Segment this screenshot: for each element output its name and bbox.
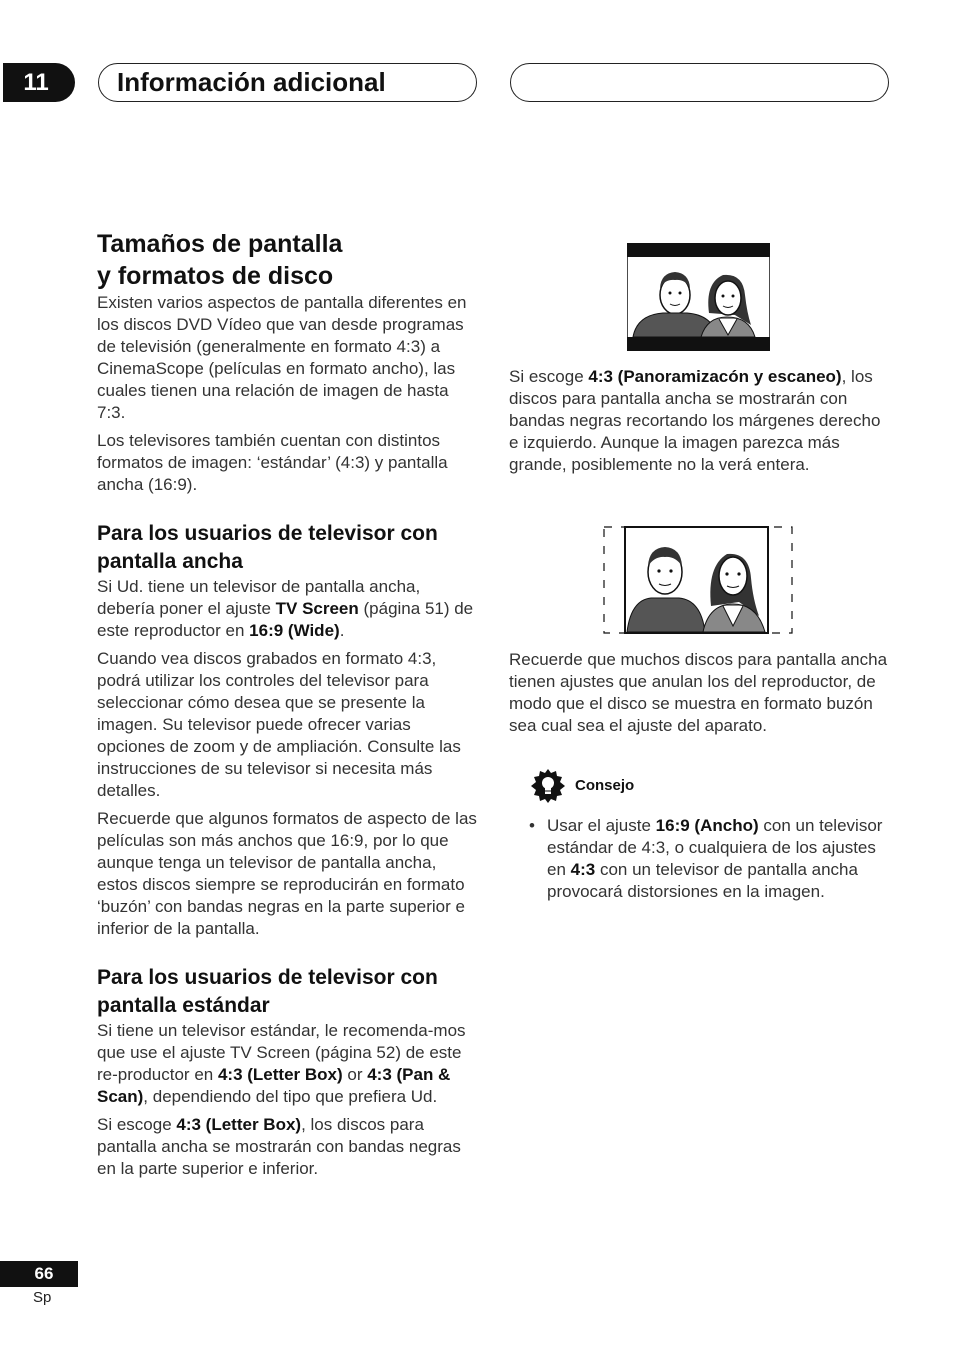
tip-bullet-item <box>529 815 891 903</box>
pan-scan-illustration <box>603 526 793 636</box>
main-title-line1: Tamaños de pantalla <box>97 230 343 258</box>
widescreen-heading: Para los usuarios de televisor con pantalla ancha <box>97 522 438 573</box>
chapter-title-frame <box>98 63 477 102</box>
left-column <box>97 228 479 1186</box>
page-language: Sp <box>33 1289 52 1306</box>
page-number: 66 <box>0 1261 78 1287</box>
tip-label: Consejo <box>575 777 635 794</box>
chapter-number-badge: 11 <box>3 63 75 102</box>
tip-text: Usar el ajuste 16:9 (Ancho) con un televisor estándar de 4:3, o cualquiera de los ajustes en 4:3 con un televisor de pantalla ancha provocará distorsiones en la imagen. <box>547 816 883 901</box>
tip-header <box>529 767 891 805</box>
lightbulb-gear-icon <box>529 767 567 805</box>
intro-paragraph-1: Existen varios aspectos de pantalla diferentes en los discos DVD Vídeo que van desde programas de televisión (generalmente en formato 4:3) a CinemaScope (películas en formato ancho), las cuales tienen una relación de imagen de hasta 7:3. <box>97 293 467 422</box>
main-title <box>97 228 479 292</box>
letterbox-illustration <box>627 243 770 351</box>
right-lower-column <box>509 649 891 903</box>
intro-paragraph-2: Los televisores también cuentan con distintos formatos de imagen: ‘estándar’ (4:3) y pantalla ancha (16:9). <box>97 431 448 494</box>
standard-tv-heading: Para los usuarios de televisor con pantalla estándar <box>97 966 438 1017</box>
remember-paragraph: Recuerde que muchos discos para pantalla ancha tienen ajustes que anulan los del reproductor, de modo que el disco se muestra en formato buzón sea cual sea el ajuste del aparato. <box>509 650 888 735</box>
main-title-line2: y formatos de disco <box>97 262 334 290</box>
standard-tv-paragraph-2: Si escoge 4:3 (Letter Box), los discos para pantalla ancha se mostrarán con bandas negras en la parte superior e inferior. <box>97 1115 461 1178</box>
chapter-title: Información adicional <box>117 67 386 97</box>
pan-scan-paragraph: Si escoge 4:3 (Panoramizacón y escaneo), los discos para pantalla ancha se mostrarán con bandas negras recortando los márgenes derecho e izquierdo. Aunque la imagen parezca más grande, posiblemente no la verá entera. <box>509 367 881 474</box>
widescreen-paragraph-3: Recuerde que algunos formatos de aspecto de las películas son más anchos que 16:9, por lo que aunque tenga un televisor de pantalla ancha, estos discos siempre se reproducirán en formato ‘buzón’ con bandas negras en la parte superior e inferior de la pantalla. <box>97 809 477 938</box>
standard-tv-paragraph-1: Si tiene un televisor estándar, le recomenda-mos que use el ajuste TV Screen (página 52) de este re-productor en 4:3 (Letter Box) or 4:3 (Pan & Scan), dependiendo del tipo que prefiera Ud. <box>97 1021 466 1106</box>
widescreen-paragraph-1: Si Ud. tiene un televisor de pantalla ancha, debería poner el ajuste TV Screen (página 51) de este reproductor en 16:9 (Wide). <box>97 577 474 640</box>
widescreen-paragraph-2: Cuando vea discos grabados en formato 4:3, podrá utilizar los controles del televisor para seleccionar cómo desea que se presente la imagen. Su televisor puede ofrecer varias opciones de zoom y de ampliación. Consulte las instrucciones de su televisor si necesita más detalles. <box>97 649 461 800</box>
header-empty-frame <box>510 63 889 102</box>
bullet-dot: • <box>529 816 535 835</box>
